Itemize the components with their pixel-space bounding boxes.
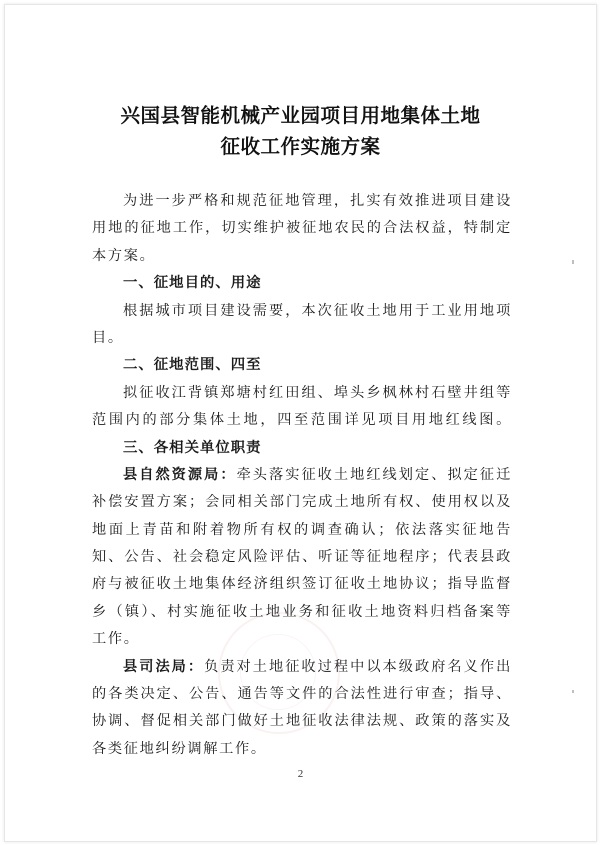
- intro-line-3: 本方案。: [92, 247, 156, 264]
- intro-line-2: 用地的征地工作，切实维护被征地农民的合法权益，特制定: [92, 220, 512, 237]
- natural-resources-line-7: 工作。: [92, 631, 140, 648]
- scan-speck: [572, 690, 574, 693]
- natural-resources-line-6: 乡（镇）、村实施征收土地业务和征收土地资料归档备案等: [92, 603, 512, 620]
- natural-resources-line-2: 补偿安置方案；会同相关部门完成土地所有权、使用权以及: [92, 494, 512, 511]
- justice-line-4: 各类征地纠纷调解工作。: [92, 740, 267, 757]
- section-2-heading: 二、征地范围、四至: [123, 357, 262, 374]
- natural-resources-line-3: 地面上青苗和附着物所有权的调查确认；依法落实征地告: [92, 521, 512, 538]
- justice-line-2: 的各类决定、公告、通告等文件的合法性进行审查；指导、: [92, 686, 512, 703]
- section-3-heading: 三、各相关单位职责: [123, 439, 262, 456]
- document-title-line-1: 兴国县智能机械产业园项目用地集体土地: [120, 104, 481, 127]
- section-1-line-2: 目。: [92, 329, 124, 346]
- section-2-line-2: 范围内的部分集体土地，四至范围详见项目用地红线图。: [92, 412, 512, 429]
- natural-resources-first-text: 牵头落实征收土地红线划定、拟定征迁: [236, 466, 512, 483]
- natural-resources-first-line: [92, 462, 512, 489]
- section-1-line-1: 根据城市项目建设需要，本次征收土地用于工业用地项: [123, 302, 512, 319]
- justice-first-line: [92, 654, 512, 681]
- natural-resources-line-4: 知、公告、社会稳定风险评估、听证等征地程序；代表县政: [92, 549, 512, 566]
- natural-resources-line-5: 府与被征收土地集体经济组织签订征收土地协议；指导监督: [92, 576, 512, 593]
- document-body: [92, 188, 512, 763]
- document-title-line-2: 征收工作实施方案: [220, 135, 381, 158]
- justice-label: 县司法局：: [123, 658, 205, 675]
- page-number: 2: [297, 768, 304, 780]
- section-1-heading: 一、征地目的、用途: [123, 275, 262, 292]
- section-2-line-1: 拟征收江背镇郑塘村红田组、埠头乡枫林村石壁井组等: [123, 384, 512, 401]
- intro-line-1: 为进一步严格和规范征地管理，扎实有效推进项目建设: [123, 193, 512, 209]
- justice-line-3: 协调、督促相关部门做好土地征收法律法规、政策的落实及: [92, 713, 512, 730]
- natural-resources-label: 县自然资源局：: [123, 466, 237, 483]
- scan-speck: [572, 260, 574, 264]
- justice-first-text: 负责对土地征收过程中以本级政府名义作出: [204, 658, 512, 675]
